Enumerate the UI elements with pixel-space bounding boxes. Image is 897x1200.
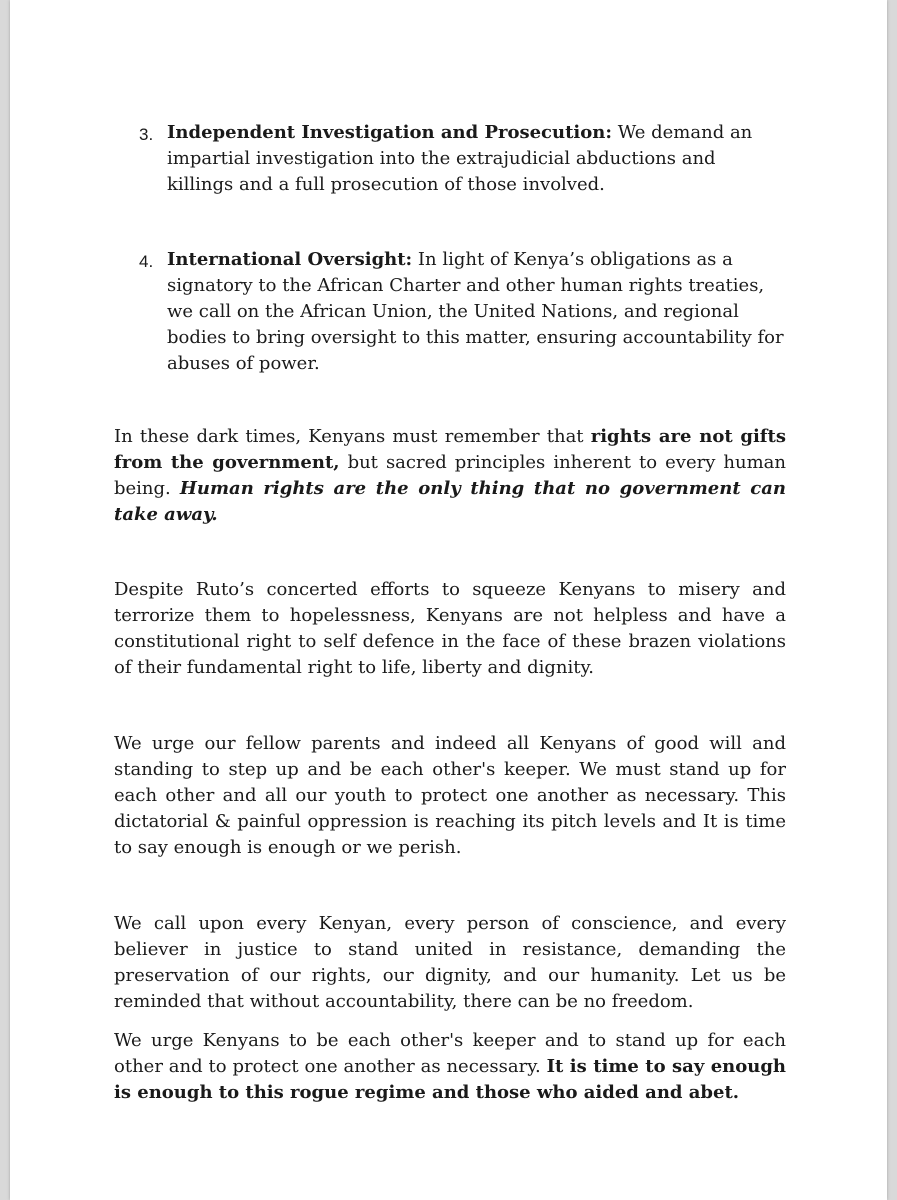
paragraph-closing [114, 1028, 786, 1106]
paragraph-bold-text: rights are not gifts from the government, [114, 426, 786, 473]
document-body [114, 120, 786, 1106]
list-item-heading: International Oversight: [167, 249, 413, 270]
paragraph-rights [114, 424, 786, 528]
list-number: 3. [139, 125, 154, 144]
list-item-3 [114, 120, 786, 198]
paragraph-bold-text: It is time to say enough is enough to this rogue regime and those who aided and abet. [114, 1056, 787, 1103]
document-page [10, 0, 887, 1200]
paragraph-text: but sacred principles inherent to every human being. [114, 452, 786, 499]
paragraph-urge-parents: We urge our fellow parents and indeed all Kenyans of good will and standing to step up and be each other's keeper. We must stand up for each other and all our youth to protect one another as necessary. This dictatorial & painful oppression is reaching its pitch levels and It is time to say enough is enough or we perish. [114, 733, 786, 858]
list-item-text [167, 247, 786, 377]
list-item-text [167, 120, 786, 198]
list-number: 4. [139, 252, 154, 271]
list-item-body: In light of Kenya’s obligations as a signatory to the African Charter and other human rights treaties, we call on the African Union, the United Nations, and regional bodies to bring oversight to this matter, ensuring accountability for abuses of power. [167, 249, 784, 374]
list-item-4 [114, 247, 786, 377]
list-item-body: We demand an impartial investigation into the extrajudicial abductions and killings and a full prosecution of those involved. [167, 122, 753, 195]
paragraph-bold-italic-text: Human rights are the only thing that no government can take away. [114, 478, 787, 525]
paragraph-text: In these dark times, Kenyans must remember that [114, 426, 591, 447]
paragraph-call-upon: We call upon every Kenyan, every person of conscience, and every believer in justice to stand united in resistance, demanding the preservation of our rights, our dignity, and our humanity. Let us be reminded that without accountability, there can be no freedom. [114, 913, 786, 1012]
paragraph-text: We urge Kenyans to be each other's keeper and to stand up for each other and to protect one another as necessary. [114, 1030, 786, 1077]
list-item-heading: Independent Investigation and Prosecution: [167, 122, 612, 143]
paragraph-self-defence: Despite Ruto’s concerted efforts to squeeze Kenyans to misery and terrorize them to hopelessness, Kenyans are not helpless and have a constitutional right to self defence in the face of these brazen violations of their fundamental right to life, liberty and dignity. [114, 579, 786, 678]
